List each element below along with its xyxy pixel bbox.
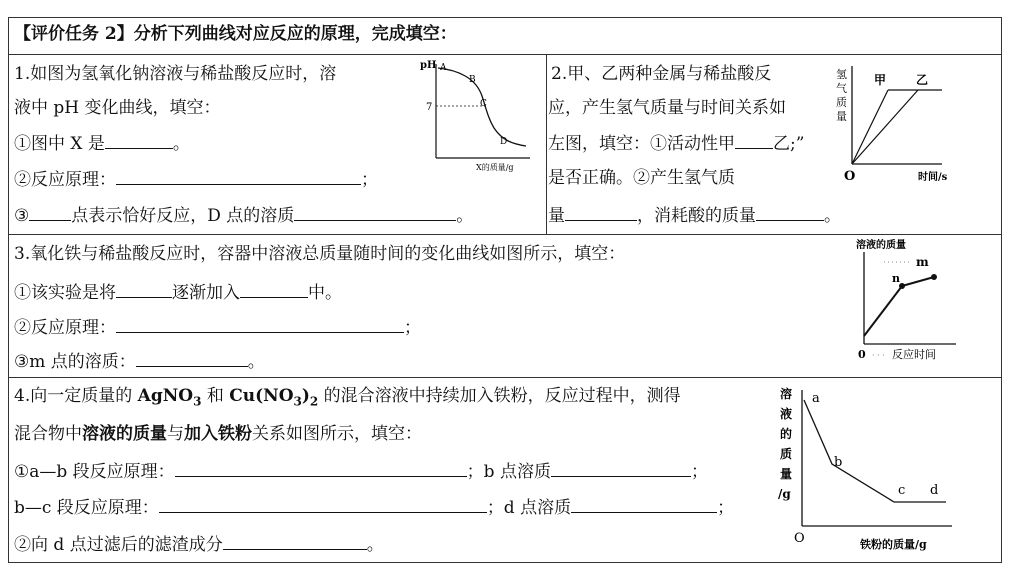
q2-line1: 2.甲、乙两种金属与稀盐酸反 [551,64,772,84]
ph-graph [418,56,536,178]
q4-line1: 4.向一定质量的 AgNO$_3$ 和 $Cu(NO_3)_2$ 的混合溶液中持续加入铁粉，反应过程中，测得 [14,386,681,409]
q4-blank-d-solute[interactable] [571,496,717,513]
q1-item1: ①图中 X 是 。 [14,134,190,154]
q1-blank-x[interactable] [105,132,173,149]
q3-x-label: 反应时间 [892,348,936,361]
q1-blank-point[interactable] [29,204,71,221]
solution-mass-graph [844,236,974,368]
q2-line3: 左图，填空：①活动性甲 乙;” [548,134,805,154]
q3-rise-line [864,286,902,336]
q1-blank-principle[interactable] [116,168,361,185]
q3-blank-reagent2[interactable] [240,281,308,298]
point-c: C [480,99,487,109]
q4-y-label-5: 量 [780,467,793,481]
line-jia [852,90,888,164]
q2-blank-h2[interactable] [565,204,637,221]
label-yi: 乙 [916,73,929,87]
point-a: A [440,63,447,73]
h2-y-label-2: 气 [836,82,847,95]
iron-powder-graph [772,384,972,558]
q4-y-label-1: 溶 [780,387,793,401]
label-b: b [834,455,843,470]
formula-agno3: AgNO [137,386,194,406]
h2-y-label-3: 质 [836,96,847,109]
point-b: B [469,75,476,85]
q1-item2: ②反应原理： ； [14,170,378,190]
bracket-open: 【 [14,24,31,44]
q3-blank-reagent1[interactable] [116,281,172,298]
q4-y-label-3: 的 [780,427,793,441]
q4-y-label-6: /g [778,487,791,501]
column-divider [546,54,547,234]
q4-origin: O [794,531,805,546]
q1-item3: ③ 点表示恰好反应，D 点的溶质 。 [14,206,474,226]
h2-y-label-1: 氢 [836,68,847,81]
label-a: a [812,391,820,406]
q4-blank-b-solute[interactable] [551,460,691,477]
point-m-marker [931,274,937,280]
q4-line2: 混合物中溶液的质量与加入铁粉关系如图所示，填空： [14,424,422,444]
q4-curve [804,400,946,502]
q4-blank-ab-principle[interactable] [175,460,467,477]
h2-origin: O [844,169,856,184]
q4-item1: ①a—b 段反应原理： ；b 点溶质 ； [14,462,708,482]
q3-y-label: 溶液的质量 [856,240,906,251]
q4-y-label-2: 液 [780,407,793,421]
q2-blank-acid[interactable] [756,204,824,221]
bracket-close: 】 [116,24,134,44]
h2-x-label: 时间/s [918,172,948,183]
q3-item2: ②反应原理： ； [14,318,421,338]
q4-x-label: 铁粉的质量/g [860,538,927,551]
row-divider [9,234,1001,235]
q3-origin: 0 [858,348,866,361]
task-header [14,24,457,44]
label-jia: 甲 [874,73,887,87]
q1-line1: 1.如图为氢氧化钠溶液与稀盐酸反应时，溶 [14,64,337,84]
q3-slow-line [902,277,934,286]
q1-line2: 液中 pH 变化曲线，填空： [14,98,221,118]
h2-y-label-4: 量 [836,110,847,123]
q4-item3: ②向 d 点过滤后的滤渣成分 。 [14,535,384,555]
row-divider [9,54,1001,55]
ph-y-label: pH [420,60,437,71]
q3-blank-principle[interactable] [116,316,404,333]
q3-blank-solute[interactable] [136,350,248,367]
label-c: c [898,483,906,498]
q3-item1: ①该实验是将 逐渐加入 中。 [14,283,342,303]
q4-blank-bc-principle[interactable] [159,496,487,513]
label-d: d [930,483,939,498]
formula-cuno3: Cu(NO [229,386,294,406]
q2-blank-activity[interactable] [735,132,773,149]
point-d: D [500,137,508,147]
q4-blank-residue[interactable] [223,533,367,550]
q3-line1: 3.氧化铁与稀盐酸反应时，容器中溶液总质量随时间的变化曲线如图所示，填空： [14,244,626,264]
label-n: n [892,272,900,285]
q3-item3: ③m 点的溶质： 。 [14,352,265,372]
q3-dots: · · · [872,351,885,360]
task-label: 评价任务 2 [31,24,117,44]
q2-line2: 应，产生氢气质量与时间关系如 [548,98,786,118]
row-divider [9,377,1001,378]
ph-x-label: X的质量/g [476,163,514,172]
line-yi [852,90,918,164]
q1-blank-solute[interactable] [294,204,456,221]
q4-item2: b—c 段反应原理： ；d 点溶质 ； [14,498,735,518]
tick-7: 7 [426,102,433,113]
task-instruction: 分析下列曲线对应反应的原理，完成填空： [133,24,457,44]
q4-y-label-4: 质 [780,447,793,461]
label-m: m [916,255,929,269]
q2-line5: 量 ，消耗酸的质量 。 [548,206,841,226]
hydrogen-graph [830,60,980,188]
q2-line4: 是否正确。②产生氢气质 [548,168,735,188]
